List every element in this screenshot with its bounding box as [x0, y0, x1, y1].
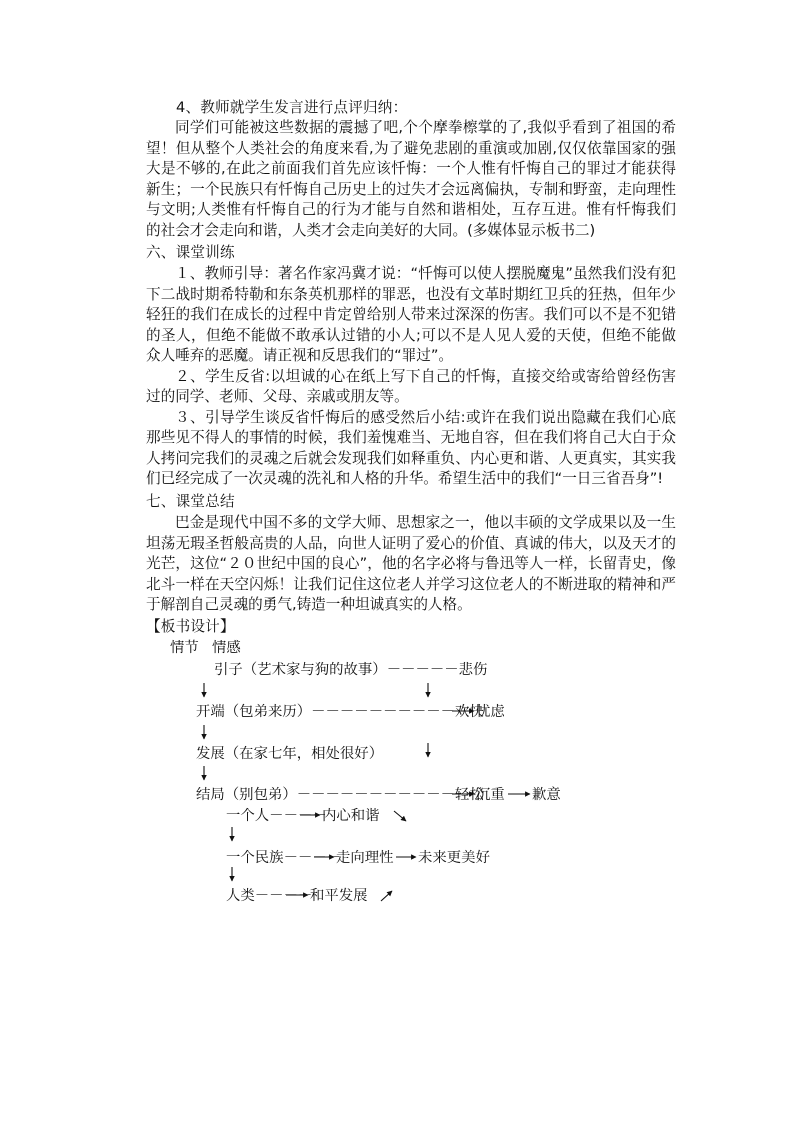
section6-item3: ３、引导学生谈反省忏悔后的感受然后小结:或许在我们说出隐藏在我们心底那些见不得人的事情的时候，我们羞愧难当、无地自容，但在我们将自己大白于众人拷问完我们的灵魂之后就会发现我们如释重负、内心更和谐、人更真实，其实我们已经完成了一次灵魂的洗礼和人格的升华。希望生活中的我们“一日三省吾身”! — [146, 408, 676, 487]
board-row-development: 发展（在家七年，相处很好） — [196, 746, 384, 762]
board-mankind: 人类－－－－ — [226, 888, 313, 904]
section7-body — [146, 513, 676, 616]
board-row-intro: 引子（艺术家与狗的故事）－－－－－悲伤 — [214, 662, 488, 678]
section6-item1: １、教师引导：著名作家冯冀才说：“忏悔可以使人摆脱魔鬼”虽然我们没有犯下二战时期希特勒和东条英机那样的罪恶，也没有文革时期红卫兵的狂热，但年少轻狂的我们在成长的过程中肯定曾给别人带来过深深的伤害。我们可以不是不犯错的圣人，但绝不能做不敢承认过错的小人;可以不是人见人爱的天使，但绝不能做众人唾弃的恶魔。请正视和反思我们的“罪过”。 — [146, 265, 676, 364]
board-nation-mid: 走向理性 — [336, 850, 394, 866]
board-design-heading: 【板书设计】 — [146, 618, 235, 635]
board-row-start: 开端（包弟来历）－－－－－－－－－－欢快 — [196, 704, 484, 720]
board-row-ending-2: 沉重 — [476, 787, 505, 803]
section6-body — [146, 264, 676, 490]
section6-heading: 六、课堂训练 — [146, 244, 235, 261]
board-row-start-end: 忧虑 — [476, 704, 505, 720]
board-person: 一个人－－－－ — [226, 808, 327, 824]
board-row-ending: 结局（别包弟）－－－－－－－－－－－轻松 — [196, 787, 484, 803]
board-row-ending-3: 歉意 — [532, 787, 561, 803]
diagonal-up-arrow-icon — [381, 891, 392, 901]
board-person-end: 内心和谐 — [322, 808, 380, 824]
board-nation: 一个民族－－－－ — [226, 850, 342, 866]
section7-heading: 七、课堂总结 — [146, 493, 235, 510]
board-nation-end: 未来更美好 — [418, 850, 490, 866]
board-mankind-end: 和平发展 — [310, 888, 368, 904]
section4-body — [146, 118, 676, 241]
diagonal-down-arrow-icon — [394, 811, 406, 821]
section4-heading: 4、教师就学生发言进行点评归纳： — [176, 99, 408, 116]
board-col-plot: 情节 — [170, 640, 199, 656]
section7-paragraph: 巴金是现代中国不多的文学大师、思想家之一，他以丰硕的文学成果以及一生坦荡无瑕圣哲般高贵的人品，向世人证明了爱心的价值、真诚的伟大，以及天才的光芒，这位“２０世纪中国的良心”，他的名字必将与鲁迅等人一样，长留青史，像北斗一样在天空闪烁！让我们记住这位老人并学习这位老人的不断进取的精神和严于解剖自己灵魂的勇气,铸造一种坦诚真实的人格。 — [146, 514, 676, 613]
section6-item2: ２、学生反省:以坦诚的心在纸上写下自己的忏悔，直接交给或寄给曾经伤害过的同学、老师、父母、亲戚或朋友等。 — [146, 367, 676, 405]
section4-paragraph: 同学们可能被这些数据的震撼了吧,个个摩拳檫掌的了,我似乎看到了祖国的希望！但从整个人类社会的角度来看,为了避免悲剧的重演或加剧,仅仅依靠国家的强大是不够的,在此之前面我们首先应该忏悔：一个人惟有忏悔自己的罪过才能获得新生；一个民族只有忏悔自己历史上的过失才会远离偏执，专制和野蛮，走向理性与文明;人类惟有忏悔自己的行为才能与自然和谐相处，互存互进。惟有忏悔我们的社会才会走向和谐，人类才会走向美好的大同。(多媒体显示板书二) — [146, 119, 676, 239]
board-col-emotion: 情感 — [212, 640, 241, 656]
